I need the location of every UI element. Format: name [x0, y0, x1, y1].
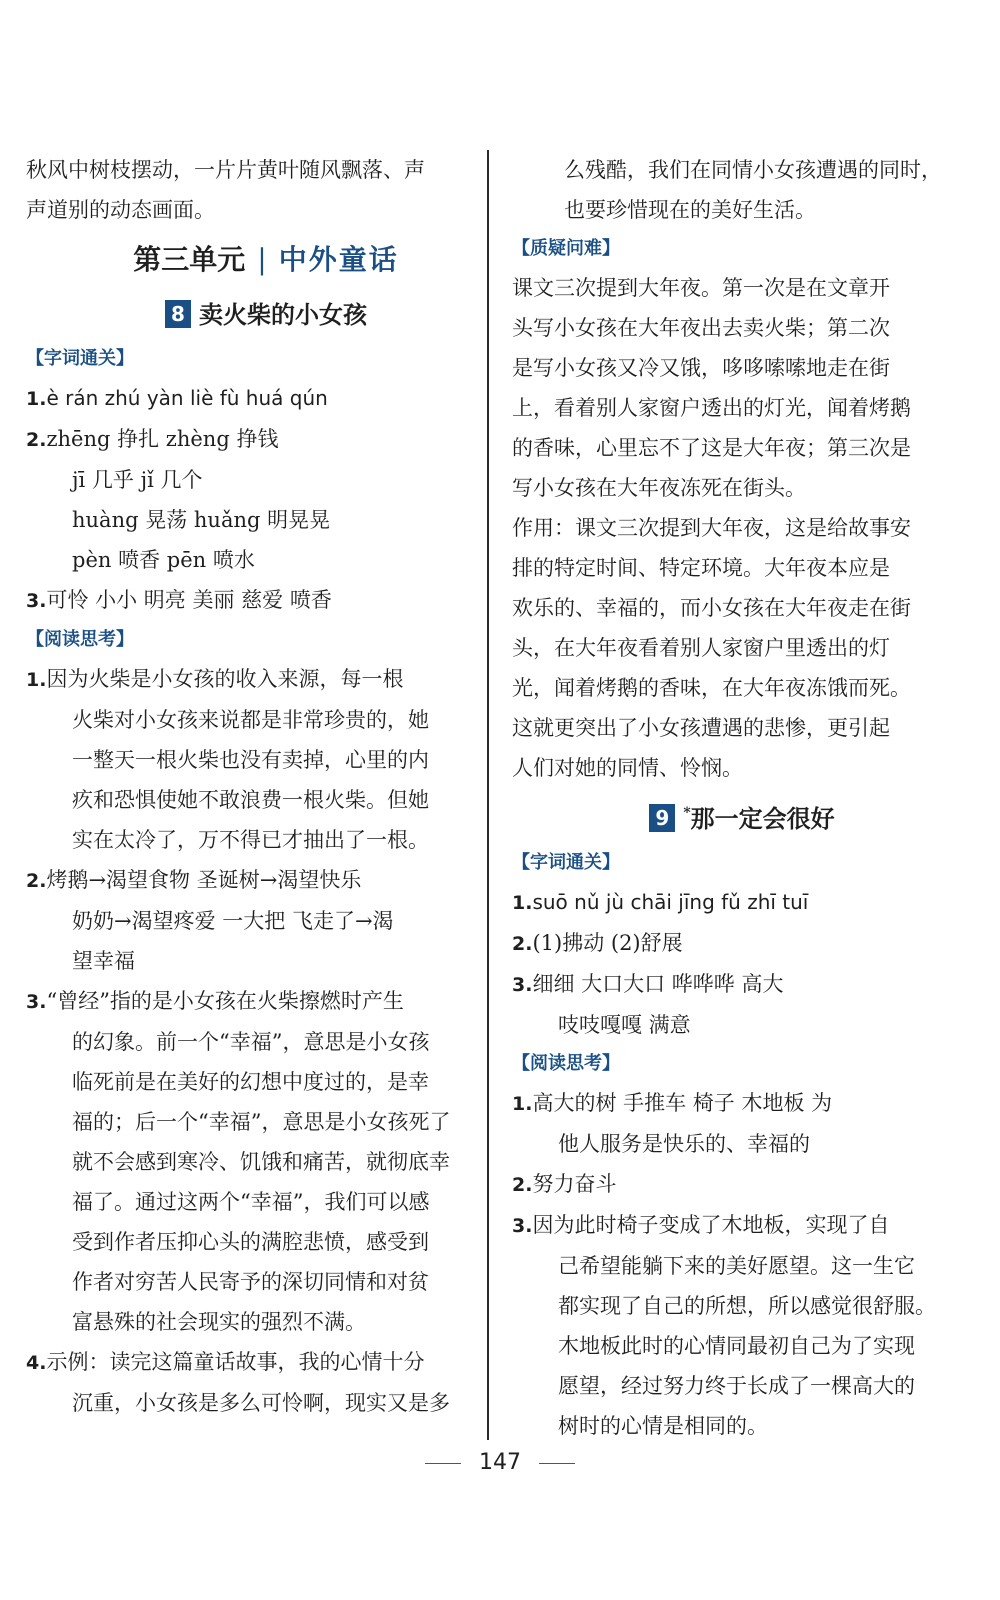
- item-number: 1.: [26, 669, 47, 691]
- line-text: 吱吱嘎嘎 满意: [558, 1013, 691, 1037]
- text-line: [26, 460, 466, 500]
- text-line: [512, 1286, 936, 1326]
- line-text: 烤鹅→渴望食物 圣诞树→渴望快乐: [46, 868, 362, 892]
- text-line: [512, 1005, 932, 1045]
- unit-number: 第三单元: [133, 243, 246, 276]
- text-line: [26, 941, 466, 981]
- text-line: [512, 588, 932, 628]
- line-text: 示例：读完这篇童话故事，我的心情十分: [46, 1350, 425, 1374]
- text-line: [512, 428, 932, 468]
- line-text: 己希望能躺下来的美好愿望。这一生它: [558, 1254, 915, 1278]
- line-text: 的香味，心里忘不了这是大年夜；第三次是: [512, 436, 911, 460]
- line-text: 因为此时椅子变成了木地板，实现了自: [532, 1213, 890, 1237]
- lesson-number-badge: 8: [165, 300, 191, 328]
- line-text: 人们对她的同情、怜悯。: [512, 756, 743, 780]
- line-text: 实在太冷了，万不得已才抽出了一根。: [72, 828, 429, 852]
- text-line: [512, 1246, 932, 1286]
- text-line: [26, 419, 466, 460]
- item-number: 4.: [26, 1352, 47, 1374]
- lesson-number-badge: 9: [649, 804, 675, 832]
- footer-dash-right: [539, 1463, 575, 1464]
- left-column: [26, 150, 466, 1423]
- line-text: 富悬殊的社会现实的强烈不满。: [72, 1310, 366, 1334]
- text-line: [26, 1062, 466, 1102]
- line-text: 努力奋斗: [532, 1172, 617, 1196]
- right-column: [512, 150, 942, 1446]
- line-text: 因为火柴是小女孩的收入来源，每一根: [46, 667, 404, 691]
- text-line: [512, 964, 932, 1005]
- text-line: [26, 780, 466, 820]
- line-text: 秋风中树枝摆动，一片片黄叶随风飘落、声: [26, 158, 425, 182]
- line-text: huàng 晃荡 huǎng 明晃晃: [72, 508, 331, 532]
- section-heading: 【阅读思考】: [512, 1053, 620, 1074]
- text-line: [512, 1326, 932, 1366]
- text-line: [512, 190, 932, 230]
- section-heading: 【字词通关】: [26, 348, 134, 369]
- text-line: [26, 700, 466, 740]
- item-number: 3.: [512, 1215, 533, 1237]
- text-line: [512, 708, 932, 748]
- text-line: [512, 348, 932, 388]
- item-number: 3.: [512, 974, 533, 996]
- unit-heading: [26, 230, 466, 290]
- line-text: 细细 大口大口 哗哗哗 高大: [532, 972, 784, 996]
- item-number: 1.: [26, 388, 47, 410]
- item-number: 2.: [512, 1174, 533, 1196]
- lesson-title: 那一定会很好: [690, 804, 835, 833]
- text-line: [26, 540, 466, 580]
- text-line: [512, 150, 942, 190]
- text-line: [26, 901, 466, 941]
- line-text: 写小女孩在大年夜冻死在街头。: [512, 476, 806, 500]
- line-text: 就不会感到寒冷、饥饿和痛苦，就彻底幸: [72, 1150, 450, 1174]
- lesson-title: 卖火柴的小女孩: [199, 300, 367, 329]
- text-line: [512, 748, 932, 788]
- section-heading: 【字词通关】: [512, 852, 620, 873]
- line-text: 奶奶→渴望疼爱 一大把 飞走了→渴: [72, 909, 394, 933]
- line-text: 受到作者压抑心头的满腔悲愤，感受到: [72, 1230, 429, 1254]
- text-line: [26, 378, 466, 419]
- item-number: 2.: [26, 429, 47, 451]
- line-text: 课文三次提到大年夜。第一次是在文章开: [512, 276, 890, 300]
- text-line: [26, 820, 466, 860]
- text-line: [512, 468, 932, 508]
- item-number: 1.: [512, 892, 533, 914]
- line-text: 高大的树 手推车 椅子 木地板 为: [532, 1091, 833, 1115]
- line-text: 一整天一根火柴也没有卖掉，心里的内: [72, 748, 429, 772]
- text-line: [512, 548, 932, 588]
- line-text: 声道别的动态画面。: [26, 198, 215, 222]
- text-line: [512, 388, 932, 428]
- text-line: [26, 981, 466, 1022]
- line-text: 木地板此时的心情同最初自己为了实现: [558, 1334, 915, 1358]
- line-text: “曾经”指的是小女孩在火柴擦燃时产生: [46, 989, 404, 1013]
- line-text: 可怜 小小 明亮 美丽 慈爱 喷香: [46, 588, 332, 612]
- text-line: [512, 308, 932, 348]
- text-line: [512, 1164, 932, 1205]
- line-text: 临死前是在美好的幻想中度过的，是幸: [72, 1070, 429, 1094]
- line-text: 排的特定时间、特定环境。大年夜本应是: [512, 556, 890, 580]
- text-line: [512, 1205, 932, 1246]
- section-heading: 【阅读思考】: [26, 629, 134, 650]
- line-text: zhēng 挣扎 zhèng 挣钱: [46, 427, 279, 451]
- text-line: [26, 1142, 466, 1182]
- text-line: [512, 923, 932, 964]
- text-line: [512, 668, 932, 708]
- item-number: 3.: [26, 991, 47, 1013]
- page-number: 147: [479, 1450, 521, 1475]
- footer-dash-left: [425, 1463, 461, 1464]
- line-text: 沉重，小女孩是多么可怜啊，现实又是多: [72, 1391, 450, 1415]
- line-text: 么残酷，我们在同情小女孩遭遇的同时，: [564, 158, 942, 182]
- item-number: 2.: [26, 870, 47, 892]
- line-text: 头，在大年夜看着别人家窗户里透出的灯: [512, 636, 890, 660]
- text-line: [26, 1302, 466, 1342]
- text-line: [26, 1022, 466, 1062]
- text-line: [512, 508, 932, 548]
- line-text: 作用：课文三次提到大年夜，这是给故事安: [512, 516, 911, 540]
- line-text: jī 几乎 jǐ 几个: [72, 468, 203, 492]
- column-divider: [487, 150, 489, 1440]
- page-footer: [0, 1450, 1000, 1475]
- text-line: [512, 628, 932, 668]
- line-text: 也要珍惜现在的美好生活。: [564, 198, 816, 222]
- unit-separator: |: [257, 243, 267, 276]
- text-line: [26, 1102, 466, 1142]
- pinyin-answers: suō nǔ jù chāi jīng fǔ zhī tuī: [532, 890, 809, 914]
- text-line: [512, 1083, 932, 1124]
- line-text: 福了。通过这两个“幸福”，我们可以感: [72, 1190, 430, 1214]
- text-line: [512, 1124, 932, 1164]
- line-text: pèn 喷香 pēn 喷水: [72, 548, 255, 572]
- optional-lesson-mark: *: [683, 805, 691, 821]
- text-line: [512, 268, 932, 308]
- line-text: 这就更突出了小女孩遭遇的悲惨，更引起: [512, 716, 890, 740]
- text-line: [26, 1182, 466, 1222]
- line-text: 欢乐的、幸福的，而小女孩在大年夜走在街: [512, 596, 911, 620]
- text-line: [26, 1262, 466, 1302]
- line-text: (1)拂动 (2)舒展: [532, 931, 683, 955]
- line-text: 上，看着别人家窗户透出的灯光，闻着烤鹅: [512, 396, 911, 420]
- lesson-heading: [26, 290, 466, 340]
- text-line: [26, 190, 466, 230]
- unit-title: 中外童话: [278, 243, 399, 276]
- text-line: [26, 860, 466, 901]
- text-line: [512, 1366, 932, 1406]
- text-line: [26, 1222, 466, 1262]
- line-text: 都实现了自己的所想，所以感觉很舒服。: [558, 1294, 936, 1318]
- line-text: 福的；后一个“幸福”，意思是小女孩死了: [72, 1110, 451, 1134]
- text-line: [512, 1406, 932, 1446]
- line-text: 疚和恐惧使她不敢浪费一根火柴。但她: [72, 788, 429, 812]
- item-number: 3.: [26, 590, 47, 612]
- line-text: 愿望，经过努力终于长成了一棵高大的: [558, 1374, 915, 1398]
- line-text: 光，闻着烤鹅的香味，在大年夜冻饿而死。: [512, 676, 911, 700]
- text-line: [512, 882, 932, 923]
- item-number: 1.: [512, 1093, 533, 1115]
- text-line: [26, 659, 466, 700]
- line-text: 的幻象。前一个“幸福”，意思是小女孩: [72, 1030, 430, 1054]
- line-text: 树时的心情是相同的。: [558, 1414, 768, 1438]
- text-line: [26, 500, 466, 540]
- lesson-heading: [512, 788, 932, 844]
- pinyin-answers: è rán zhú yàn liè fù huá qún: [46, 386, 328, 410]
- text-line: [26, 580, 466, 621]
- line-text: 头写小女孩在大年夜出去卖火柴；第二次: [512, 316, 890, 340]
- line-text: 作者对穷苦人民寄予的深切同情和对贫: [72, 1270, 429, 1294]
- line-text: 火柴对小女孩来说都是非常珍贵的，她: [72, 708, 429, 732]
- line-text: 望幸福: [72, 949, 135, 973]
- line-text: 他人服务是快乐的、幸福的: [558, 1132, 810, 1156]
- section-heading: 【质疑问难】: [512, 238, 620, 259]
- line-text: 是写小女孩又冷又饿，哆哆嗦嗦地走在街: [512, 356, 890, 380]
- text-line: [26, 1342, 466, 1383]
- text-line: [26, 1383, 466, 1423]
- item-number: 2.: [512, 933, 533, 955]
- text-line: [26, 150, 466, 190]
- text-line: [26, 740, 466, 780]
